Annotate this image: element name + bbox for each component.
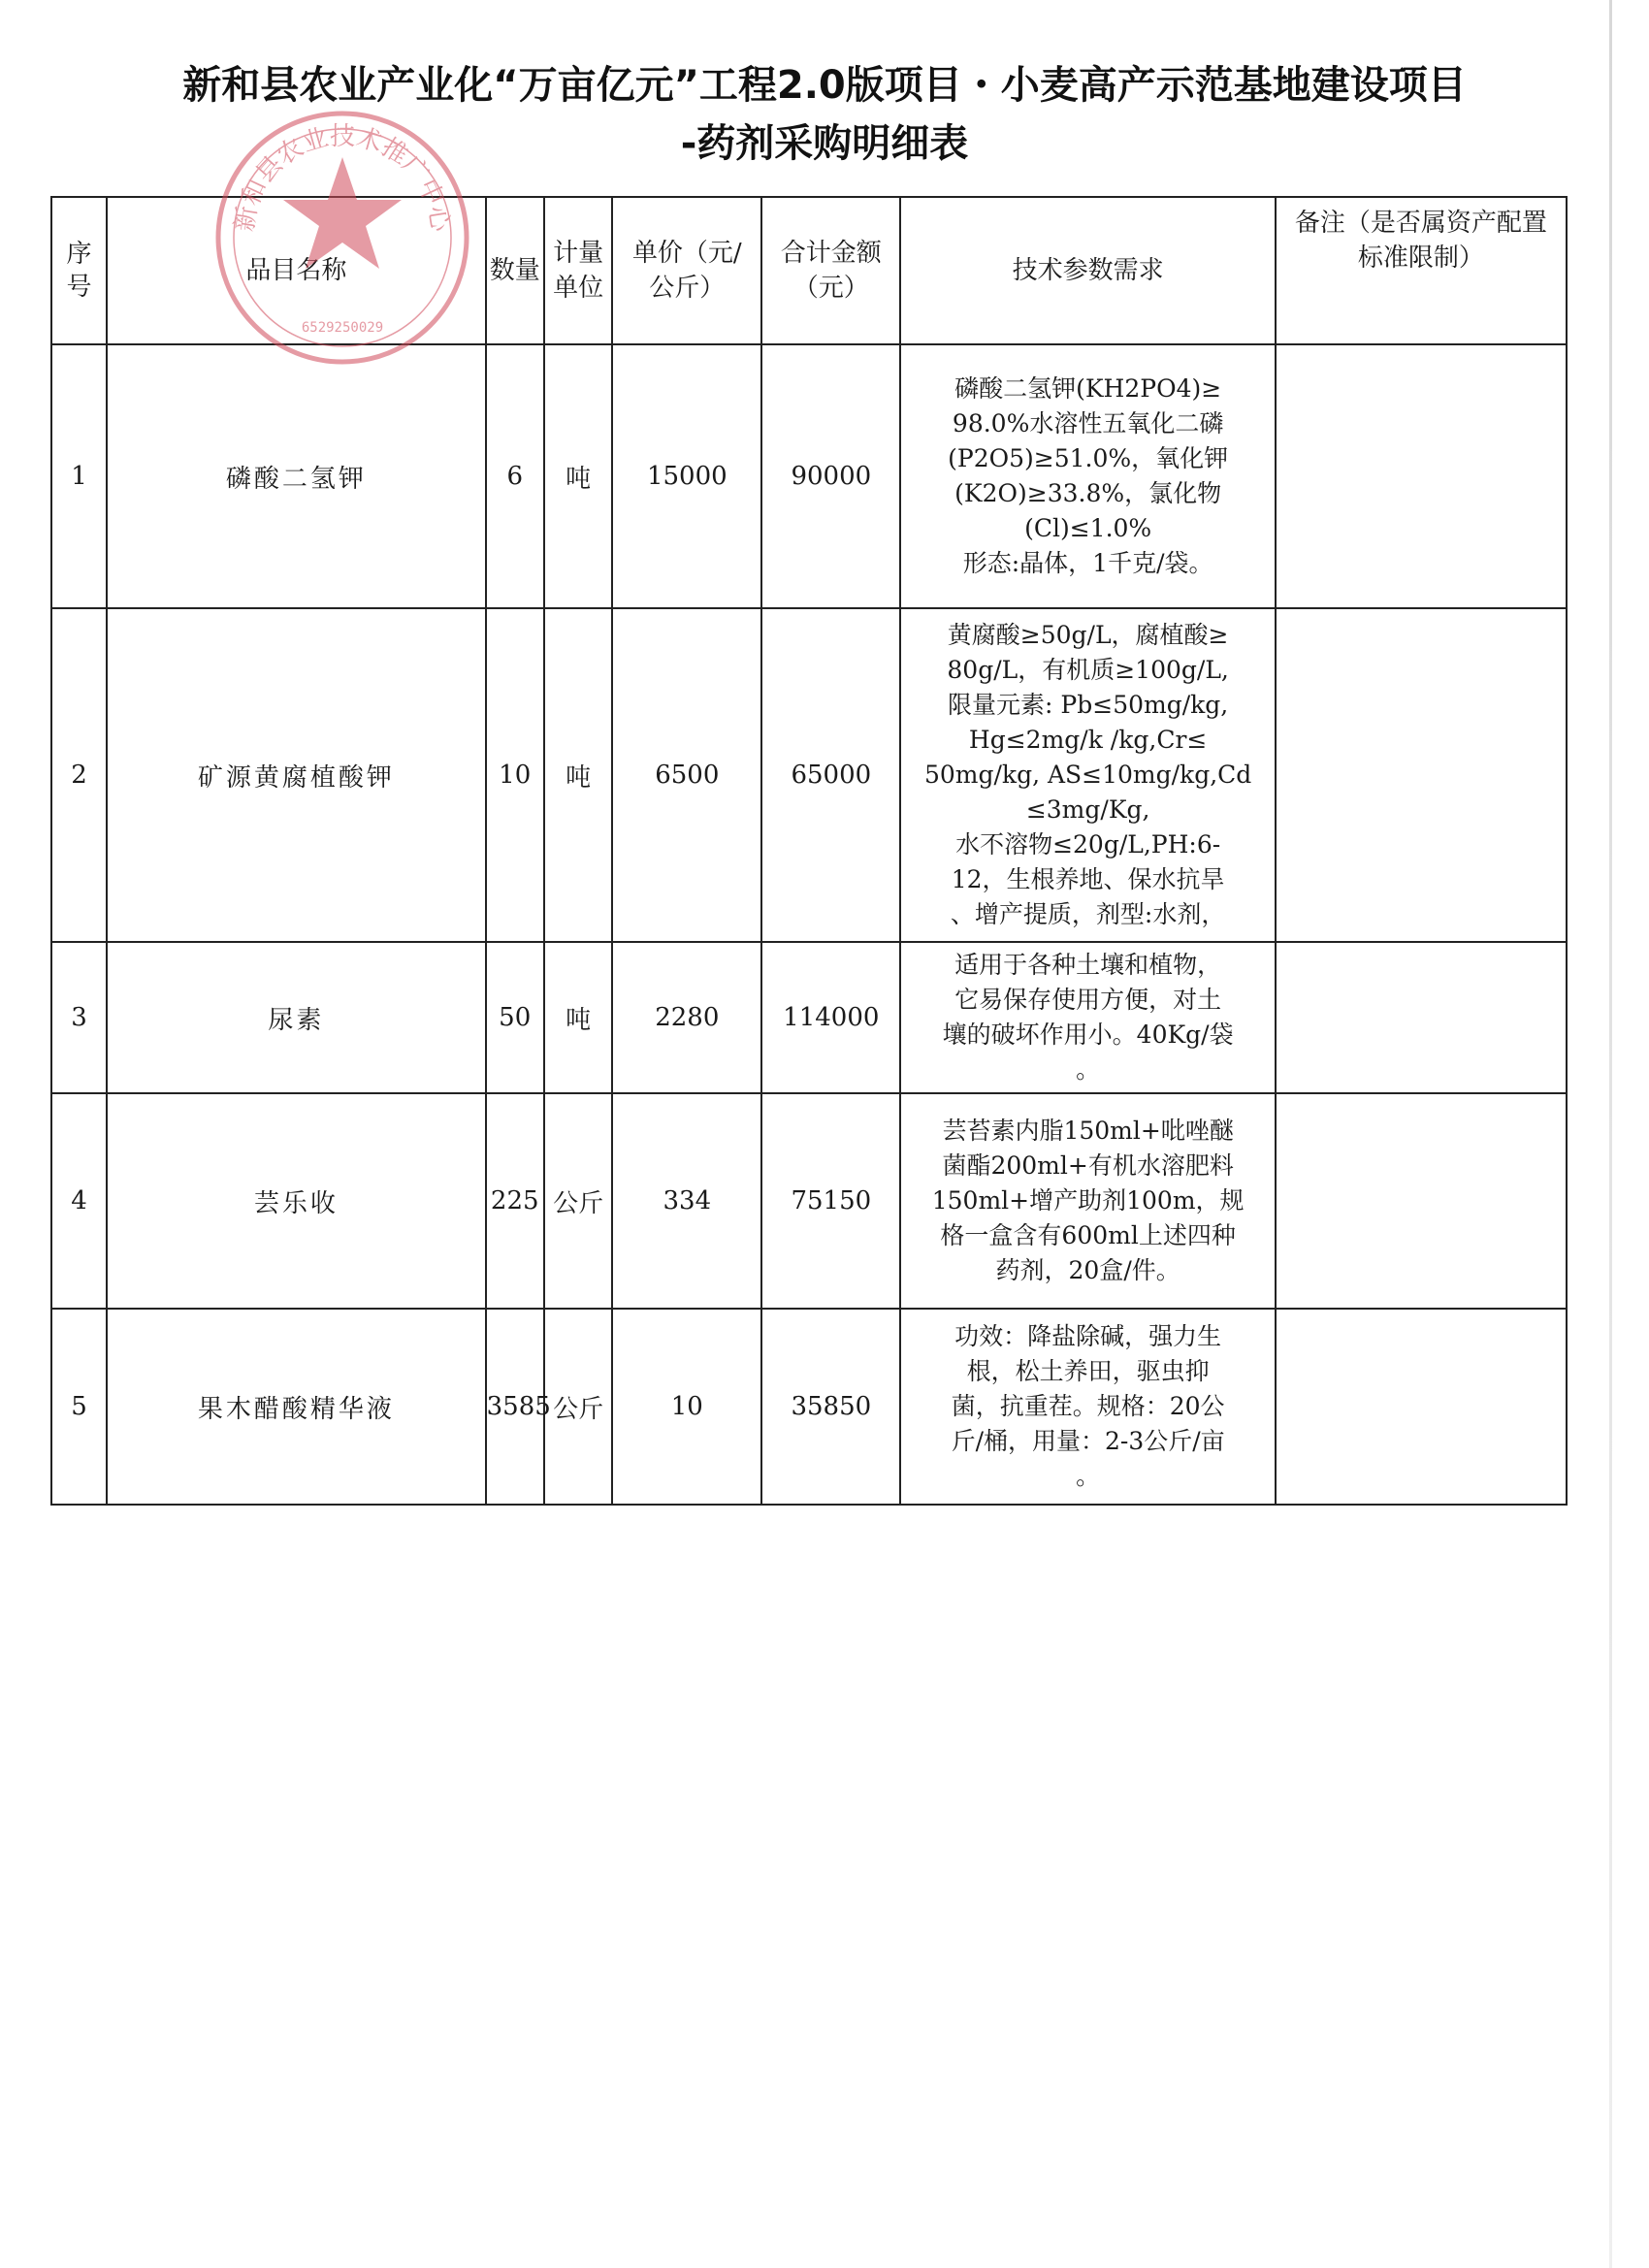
seal-text: 新和县农业技术推广中心 xyxy=(230,121,455,234)
header-unit: 计量单位 xyxy=(544,197,613,344)
header-tech: 技术参数需求 xyxy=(900,197,1275,344)
tech-spec-line: 12，生根养地、保水抗旱 xyxy=(951,865,1225,893)
cell-unit-price: 2280 xyxy=(612,942,761,1093)
tech-spec-line: 根，松土养田，驱虫抑 xyxy=(966,1357,1210,1385)
cell-total-amount: 65000 xyxy=(761,608,900,942)
cell-item-name: 果木醋酸精华液 xyxy=(107,1309,486,1505)
cell-item-name: 矿源黄腐植酸钾 xyxy=(107,608,486,942)
tech-spec-line: 。 xyxy=(1076,1462,1101,1490)
tech-spec-line: 。 xyxy=(1076,1055,1101,1084)
cell-quantity: 3585 xyxy=(486,1309,544,1505)
tech-spec-line: 、增产提质，剂型:水剂， xyxy=(950,900,1226,928)
cell-seq: 4 xyxy=(51,1093,107,1309)
header-seq: 序号 xyxy=(51,197,107,344)
tech-spec-line: 格一盒含有600ml上述四种 xyxy=(940,1221,1236,1249)
tech-spec-line: 它易保存使用方便，对土 xyxy=(954,986,1222,1014)
cell-seq: 1 xyxy=(51,344,107,608)
cell-quantity: 6 xyxy=(486,344,544,608)
tech-spec-line: 98.0%水溶性五氧化二磷 xyxy=(952,409,1224,437)
cell-unit: 公斤 xyxy=(544,1093,613,1309)
tech-spec-line: 限量元素: Pb≤50mg/kg, xyxy=(948,691,1229,719)
tech-spec-line: 芸苔素内脂150ml+吡唑醚 xyxy=(942,1117,1234,1145)
tech-spec-line: 80g/L，有机质≥100g/L, xyxy=(947,656,1229,684)
cell-tech-spec xyxy=(900,344,1275,608)
tech-spec-line: (K2O)≥33.8%，氯化物 xyxy=(954,479,1222,507)
title-line-2: -药剂采购明细表 xyxy=(680,121,969,166)
seal-star-icon xyxy=(283,157,402,269)
header-price: 单价（元/公斤） xyxy=(612,197,761,344)
header-total: 合计金额（元） xyxy=(761,197,900,344)
cell-total-amount: 90000 xyxy=(761,344,900,608)
table-row xyxy=(51,608,1567,942)
cell-remark xyxy=(1276,942,1567,1093)
tech-spec-line: 50mg/kg, AS≤10mg/kg,Cd xyxy=(923,761,1252,789)
tech-spec-line: (Cl)≤1.0% xyxy=(1024,514,1152,542)
tech-spec-line: 菌酯200ml+有机水溶肥料 xyxy=(942,1151,1234,1180)
cell-unit-price: 334 xyxy=(612,1093,761,1309)
cell-item-name: 磷酸二氢钾 xyxy=(107,344,486,608)
tech-spec-line: 磷酸二氢钾(KH2PO4)≥ xyxy=(954,374,1222,403)
tech-spec-line: 适用于各种土壤和植物， xyxy=(954,951,1222,979)
cell-seq: 3 xyxy=(51,942,107,1093)
cell-unit: 公斤 xyxy=(544,1309,613,1505)
header-remark: 备注（是否属资产配置标准限制） xyxy=(1276,197,1567,344)
cell-tech-spec xyxy=(900,608,1275,942)
tech-spec-line: 150ml+增产助剂100m，规 xyxy=(931,1186,1245,1215)
cell-remark xyxy=(1276,1309,1567,1505)
procurement-table xyxy=(50,196,1568,1506)
tech-spec-line: 壤的破坏作用小。40Kg/袋 xyxy=(942,1021,1234,1049)
tech-spec-line: Hg≤2mg/k /kg,Cr≤ xyxy=(968,726,1208,754)
table-row xyxy=(51,1309,1567,1505)
cell-remark xyxy=(1276,1093,1567,1309)
cell-unit: 吨 xyxy=(544,608,613,942)
table-row xyxy=(51,1093,1567,1309)
header-name: 品目名称 xyxy=(107,197,486,344)
cell-tech-spec xyxy=(900,1309,1275,1505)
table-row xyxy=(51,344,1567,608)
cell-tech-spec xyxy=(900,1093,1275,1309)
title-line-1: 新和县农业产业化“万亩亿元”工程2.0版项目・小麦高产示范基地建设项目 xyxy=(182,63,1467,108)
cell-quantity: 50 xyxy=(486,942,544,1093)
cell-quantity: 225 xyxy=(486,1093,544,1309)
cell-total-amount: 35850 xyxy=(761,1309,900,1505)
tech-spec-line: 黄腐酸≥50g/L，腐植酸≥ xyxy=(947,621,1229,649)
tech-spec-line: ≤3mg/Kg, xyxy=(1025,795,1150,824)
cell-total-amount: 114000 xyxy=(761,942,900,1093)
tech-spec-line: 功效：降盐除碱，强力生 xyxy=(954,1322,1222,1350)
cell-seq: 2 xyxy=(51,608,107,942)
tech-spec-line: 菌，抗重茬。规格：20公 xyxy=(951,1392,1225,1420)
header-qty: 数量 xyxy=(486,197,544,344)
cell-unit-price: 10 xyxy=(612,1309,761,1505)
cell-item-name: 尿素 xyxy=(107,942,486,1093)
tech-spec-line: 斤/桶，用量：2-3公斤/亩 xyxy=(951,1427,1225,1455)
cell-tech-spec xyxy=(900,942,1275,1093)
cell-seq: 5 xyxy=(51,1309,107,1505)
cell-remark xyxy=(1276,344,1567,608)
official-seal xyxy=(211,107,473,369)
tech-spec-line: 形态:晶体，1千克/袋。 xyxy=(962,549,1213,577)
cell-unit-price: 6500 xyxy=(612,608,761,942)
cell-item-name: 芸乐收 xyxy=(107,1093,486,1309)
cell-remark xyxy=(1276,608,1567,942)
tech-spec-line: 药剂，20盒/件。 xyxy=(995,1256,1180,1284)
cell-total-amount: 75150 xyxy=(761,1093,900,1309)
cell-unit-price: 15000 xyxy=(612,344,761,608)
tech-spec-line: 水不溶物≤20g/L,PH:6- xyxy=(955,830,1221,859)
cell-quantity: 10 xyxy=(486,608,544,942)
cell-unit: 吨 xyxy=(544,942,613,1093)
cell-unit: 吨 xyxy=(544,344,613,608)
scan-edge xyxy=(1609,0,1612,2268)
tech-spec-line: (P2O5)≥51.0%，氧化钾 xyxy=(948,444,1229,472)
seal-serial: 6529250029 xyxy=(301,320,384,336)
table-row xyxy=(51,942,1567,1093)
